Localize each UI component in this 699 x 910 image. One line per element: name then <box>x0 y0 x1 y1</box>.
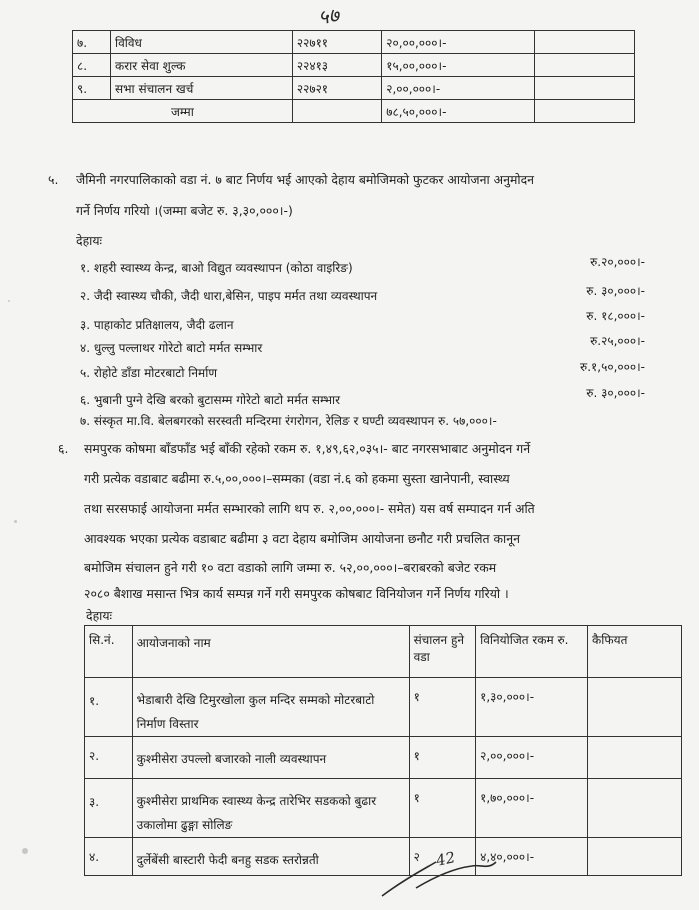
row-project-name: कुश्मीसेरा उपल्लो बजारको नाली व्यवस्थापन <box>132 737 409 779</box>
row-blank <box>535 54 635 77</box>
row-sn: १. <box>85 678 133 737</box>
row-sn: ३. <box>85 779 133 838</box>
section-5-item-3: ३. पाहाकोट प्रतिक्षालय, जैदी ढलान <box>80 318 234 332</box>
total-label: जम्मा <box>73 100 293 123</box>
row-code: २२४१३ <box>292 54 381 77</box>
table-row <box>85 779 682 838</box>
section-5-item-1: १. शहरी स्वास्थ्य केन्द्र, बाओ विद्युत व्यवस्थापन (कोठा वाइरिङ) <box>80 261 353 275</box>
section-5-item-4-amount: रु.२५,०००।- <box>590 334 645 348</box>
header-amount: विनियोजित रकम रु. <box>476 626 588 678</box>
row-remarks <box>588 678 682 737</box>
row-amount: १५,००,०००।- <box>382 54 535 77</box>
row-blank <box>535 77 635 100</box>
table-row <box>73 77 635 100</box>
scan-speck <box>8 300 10 302</box>
row-blank <box>535 31 635 54</box>
row-amount: २,००,०००।- <box>382 77 535 100</box>
row-ward: १ <box>409 678 476 737</box>
row-code: २२७२१ <box>292 77 381 100</box>
section-5-item-2-amount: रु. ३०,०००।- <box>586 284 645 298</box>
row-amount: २०,००,०००।- <box>382 31 535 54</box>
row-remarks <box>588 737 682 779</box>
row-project-name: भेडाबारी देखि टिमुरखोला कुल मन्दिर सम्मको मोटरबाटो निर्माण विस्तार <box>132 678 409 737</box>
section-6-text-line-6: २०८० बैशाख मसान्त भित्र कार्य सम्पन्न गर्ने गरी समपुरक कोषबाट विनियोजन गर्ने निर्णय गरियो । <box>84 586 509 601</box>
row-remarks <box>588 838 682 876</box>
row-sn: २. <box>85 737 133 779</box>
header-project-name: आयोजनाको नाम <box>132 626 409 678</box>
table-row <box>73 31 635 54</box>
scan-speck <box>22 848 28 854</box>
row-code: २२७११ <box>292 31 381 54</box>
section-5-item-1-amount: रु.२०,०००।- <box>590 255 645 269</box>
row-number: ८. <box>73 54 111 77</box>
section-6-text-line-2: गरी प्रत्येक वडाबाट बढीमा रु.५,००,०००।–सम्मका (वडा नं.६ को हकमा सुस्ता खानेपानी, स्वास्थ्य <box>84 471 510 486</box>
section-6-text-line-3: तथा सरसफाई आयोजना मर्मत सम्भारको लागि थप रु. २,००,०००।- समेत) यस वर्ष सम्पादन गर्न अति <box>84 501 535 516</box>
section-5-item-6-amount: रु. ३०,०००।- <box>586 386 645 400</box>
table-row <box>73 54 635 77</box>
row-amount: १,७०,०००।- <box>476 779 588 838</box>
row-blank <box>535 100 635 123</box>
row-ward: १ <box>409 737 476 779</box>
row-number: ७. <box>73 31 111 54</box>
row-ward: २ <box>409 838 476 876</box>
row-remarks <box>588 779 682 838</box>
row-title: करार सेवा शुल्क <box>111 54 293 77</box>
header-ward: संचालन हुने वडा <box>409 626 476 678</box>
section-5-item-5-amount: रु.१,५०,०००।- <box>580 360 645 374</box>
projects-table <box>84 625 682 876</box>
section-6-number: ६. <box>58 441 69 456</box>
row-title: विविध <box>111 31 293 54</box>
section-5-text-line-2: गर्ने निर्णय गरियो ।(जम्मा बजेट रु. ३,३०,०००।-) <box>76 203 293 218</box>
section-5-item-2: २. जैदी स्वास्थ्य चौकी, जैदी धारा,बेसिन, पाइप मर्मत तथा व्यवस्थापन <box>80 289 378 303</box>
scan-speck <box>14 520 17 523</box>
section-5-item-3-amount: रु. १८,०००।- <box>586 309 645 323</box>
row-sn: ४. <box>85 838 133 876</box>
header-remarks: कैफियत <box>588 626 682 678</box>
row-project-name: कुश्मीसेरा प्राथमिक स्वास्थ्य केन्द्र तारेभिर सडकको बुढार उकालोमा ढुङ्गा सोलिङ <box>132 779 409 838</box>
section-5-item-4: ४. धुल्लु पल्लाथर गोरेटो बाटो मर्मत सम्भार <box>80 341 263 355</box>
row-project-name: दुर्लेबेंसी बास्टारी फेदी बनहु सडक स्तरोन्नती <box>132 838 409 876</box>
section-5-item-6: ६. भुबानी पुग्ने देखि बरको बुटासम्म गोरेटो बाटो मर्मत सम्भार <box>80 393 341 407</box>
section-5-number: ५. <box>48 172 59 187</box>
handwritten-page-number: ५७ <box>316 2 341 30</box>
table-total-row <box>73 100 635 123</box>
total-amount: ७८,५०,०००।- <box>382 100 535 123</box>
section-5-dehay-label: देहायः <box>76 233 103 248</box>
table-header-row <box>85 626 682 678</box>
row-amount: ४,४०,०००।- <box>476 838 588 876</box>
signature-mark: 42 <box>434 848 457 870</box>
row-number: ९. <box>73 77 111 100</box>
section-6-text-line-5: बमोजिम संचालन हुने गरी १० वटा वडाको लागि जम्मा रु. ५२,००,०००।–बराबरको बजेट रकम <box>84 560 497 575</box>
row-blank <box>292 100 381 123</box>
table-row <box>85 737 682 779</box>
section-5-text-line-1: जैमिनी नगरपालिकाको वडा नं. ७ बाट निर्णय भई आएको देहाय बमोजिमको फुटकर आयोजना अनुमोदन <box>76 172 535 187</box>
section-6-text-line-1: समपुरक कोषमा बाँडफाँड भई बाँकी रहेको रकम रु. १,४९,६२,०३५।- बाट नगरसभाबाट अनुमोदन गर्ने <box>84 441 531 456</box>
row-ward: १ <box>409 779 476 838</box>
row-amount: १,३०,०००।- <box>476 678 588 737</box>
header-sn: सि.नं. <box>85 626 133 678</box>
row-amount: २,००,०००।- <box>476 737 588 779</box>
budget-table-continued <box>72 30 635 123</box>
table-row <box>85 678 682 737</box>
section-6-dehay-label: देहायः <box>86 608 113 623</box>
row-title: सभा संचालन खर्च <box>111 77 293 100</box>
section-5-item-5: ५. रोहोटे डाँडा मोटरबाटो निर्माण <box>80 366 217 380</box>
section-6-text-line-4: आवश्यक भएका प्रत्येक वडाबाट बढीमा ३ वटा देहाय बमोजिम आयोजना छनौट गरी प्रचलित कानून <box>84 531 521 546</box>
section-5-item-7: ७. संस्कृत मा.वि. बेलबगरको सरस्वती मन्दिरमा रंगरोगन, रेलिङ र घण्टी व्यवस्थापन रु. ५७,०००।- <box>80 414 497 428</box>
